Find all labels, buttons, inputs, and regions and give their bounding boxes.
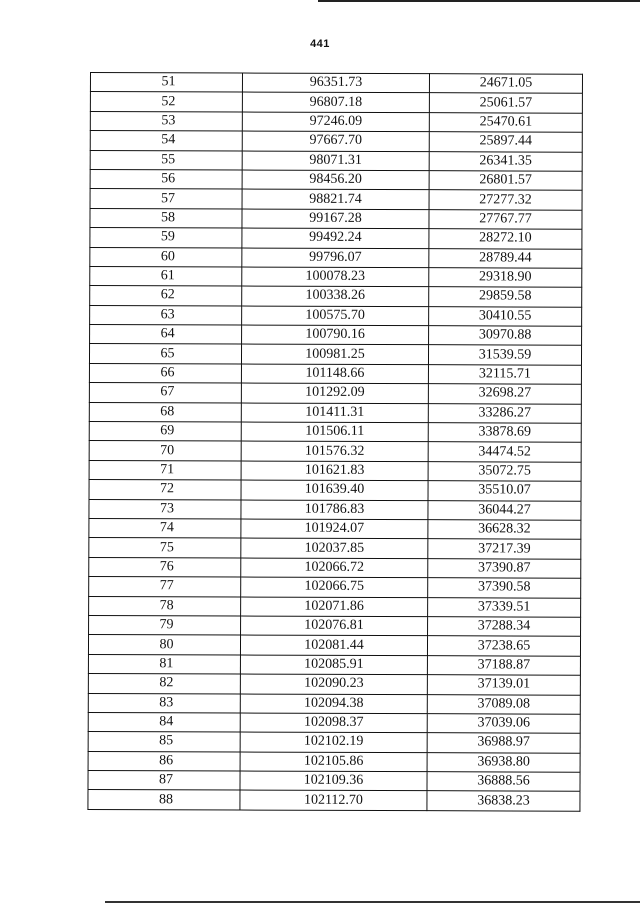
table-row bbox=[89, 577, 581, 598]
value-a-cell: 102037.85 bbox=[241, 538, 428, 558]
value-b-cell: 37089.08 bbox=[427, 694, 580, 714]
value-b-cell: 37039.06 bbox=[427, 714, 580, 734]
value-a-cell: 102071.86 bbox=[241, 597, 428, 617]
row-index-cell: 65 bbox=[89, 344, 241, 364]
row-index-cell: 60 bbox=[90, 247, 242, 267]
value-b-cell: 27767.77 bbox=[429, 209, 582, 229]
value-b-cell: 30970.88 bbox=[429, 326, 582, 346]
value-a-cell: 99796.07 bbox=[242, 248, 429, 268]
value-b-cell: 32115.71 bbox=[428, 365, 581, 385]
value-a-cell: 98821.74 bbox=[242, 189, 429, 209]
value-a-cell: 100575.70 bbox=[242, 306, 429, 326]
table-row bbox=[89, 363, 581, 384]
row-index-cell: 73 bbox=[89, 499, 241, 519]
table-row bbox=[89, 596, 581, 617]
table-row bbox=[88, 771, 580, 792]
table-row bbox=[89, 344, 581, 365]
value-a-cell: 102076.81 bbox=[241, 616, 428, 636]
row-index-cell: 53 bbox=[90, 111, 242, 131]
row-index-cell: 67 bbox=[89, 383, 241, 403]
table-row bbox=[88, 712, 580, 733]
value-a-cell: 98456.20 bbox=[242, 170, 429, 190]
row-index-cell: 59 bbox=[90, 228, 242, 248]
value-b-cell: 35510.07 bbox=[428, 481, 581, 501]
value-b-cell: 28272.10 bbox=[429, 229, 582, 249]
table-row bbox=[89, 422, 581, 443]
value-a-cell: 101292.09 bbox=[241, 383, 428, 403]
row-index-cell: 62 bbox=[90, 286, 242, 306]
row-index-cell: 87 bbox=[88, 771, 240, 791]
row-index-cell: 88 bbox=[88, 790, 240, 810]
value-a-cell: 97667.70 bbox=[242, 131, 429, 151]
row-index-cell: 64 bbox=[90, 325, 242, 345]
row-index-cell: 83 bbox=[88, 693, 240, 713]
value-a-cell: 97246.09 bbox=[242, 112, 429, 132]
row-index-cell: 52 bbox=[90, 92, 242, 112]
row-index-cell: 76 bbox=[89, 557, 241, 577]
value-a-cell: 102066.72 bbox=[241, 558, 428, 578]
table-row bbox=[88, 654, 580, 675]
value-a-cell: 102094.38 bbox=[240, 694, 427, 714]
table-row bbox=[88, 751, 580, 772]
row-index-cell: 86 bbox=[88, 751, 240, 771]
table-row bbox=[89, 480, 581, 501]
value-a-cell: 101411.31 bbox=[241, 403, 428, 423]
table-row bbox=[88, 693, 580, 714]
value-a-cell: 101924.07 bbox=[241, 519, 428, 539]
page-number: 441 bbox=[310, 38, 330, 50]
value-b-cell: 36838.23 bbox=[427, 791, 580, 811]
value-a-cell: 100790.16 bbox=[242, 325, 429, 345]
row-index-cell: 85 bbox=[88, 732, 240, 752]
row-index-cell: 55 bbox=[90, 150, 242, 170]
value-a-cell: 99492.24 bbox=[242, 228, 429, 248]
table-row bbox=[90, 111, 582, 132]
table-row bbox=[90, 131, 582, 152]
row-index-cell: 70 bbox=[89, 441, 241, 461]
table-row bbox=[89, 460, 581, 481]
value-a-cell: 102066.75 bbox=[241, 577, 428, 597]
row-index-cell: 75 bbox=[89, 538, 241, 558]
value-a-cell: 101639.40 bbox=[241, 480, 428, 500]
table-row bbox=[90, 325, 582, 346]
value-b-cell: 37288.34 bbox=[428, 617, 581, 637]
value-b-cell: 25897.44 bbox=[429, 132, 582, 152]
row-index-cell: 80 bbox=[88, 635, 240, 655]
value-a-cell: 100981.25 bbox=[241, 344, 428, 364]
row-index-cell: 63 bbox=[90, 305, 242, 325]
value-b-cell: 37139.01 bbox=[427, 675, 580, 695]
value-b-cell: 36888.56 bbox=[427, 772, 580, 792]
table-row bbox=[88, 732, 580, 753]
row-index-cell: 58 bbox=[90, 208, 242, 228]
value-b-cell: 28789.44 bbox=[429, 248, 582, 268]
row-index-cell: 82 bbox=[88, 674, 240, 694]
table-row bbox=[90, 73, 582, 94]
row-index-cell: 78 bbox=[89, 596, 241, 616]
table-row bbox=[89, 441, 581, 462]
table-row bbox=[88, 635, 580, 656]
row-index-cell: 72 bbox=[89, 480, 241, 500]
table-row bbox=[88, 674, 580, 695]
table-row bbox=[89, 402, 581, 423]
row-index-cell: 51 bbox=[90, 73, 242, 93]
table-row bbox=[90, 189, 582, 210]
row-index-cell: 69 bbox=[89, 422, 241, 442]
table-row bbox=[90, 92, 582, 113]
row-index-cell: 79 bbox=[89, 615, 241, 635]
row-index-cell: 74 bbox=[89, 518, 241, 538]
value-b-cell: 25061.57 bbox=[429, 93, 582, 113]
value-b-cell: 37390.87 bbox=[428, 558, 581, 578]
value-b-cell: 29859.58 bbox=[429, 287, 582, 307]
table-row bbox=[90, 247, 582, 268]
value-a-cell: 101148.66 bbox=[241, 364, 428, 384]
row-index-cell: 84 bbox=[88, 712, 240, 732]
value-b-cell: 37339.51 bbox=[428, 597, 581, 617]
value-b-cell: 37238.65 bbox=[427, 636, 580, 656]
scan-border-top bbox=[318, 0, 640, 2]
value-b-cell: 37188.87 bbox=[427, 655, 580, 675]
value-b-cell: 30410.55 bbox=[429, 306, 582, 326]
row-index-cell: 54 bbox=[90, 131, 242, 151]
value-b-cell: 37390.58 bbox=[428, 578, 581, 598]
value-a-cell: 102109.36 bbox=[240, 771, 427, 791]
table-row bbox=[89, 383, 581, 404]
row-index-cell: 77 bbox=[89, 577, 241, 597]
table-row bbox=[90, 150, 582, 171]
table-row bbox=[90, 286, 582, 307]
value-a-cell: 96351.73 bbox=[242, 73, 429, 93]
value-a-cell: 101786.83 bbox=[241, 500, 428, 520]
value-b-cell: 36938.80 bbox=[427, 752, 580, 772]
scan-border-bottom bbox=[105, 901, 640, 903]
row-index-cell: 61 bbox=[90, 266, 242, 286]
value-a-cell: 102090.23 bbox=[240, 674, 427, 694]
value-b-cell: 31539.59 bbox=[428, 345, 581, 365]
value-b-cell: 26341.35 bbox=[429, 151, 582, 171]
value-b-cell: 36044.27 bbox=[428, 500, 581, 520]
value-b-cell: 34474.52 bbox=[428, 442, 581, 462]
row-index-cell: 71 bbox=[89, 460, 241, 480]
table-body bbox=[88, 73, 583, 812]
value-a-cell: 102081.44 bbox=[240, 635, 427, 655]
row-index-cell: 56 bbox=[90, 169, 242, 189]
value-a-cell: 102098.37 bbox=[240, 713, 427, 733]
value-a-cell: 98071.31 bbox=[242, 151, 429, 171]
table-row bbox=[90, 228, 582, 249]
row-index-cell: 81 bbox=[88, 654, 240, 674]
value-b-cell: 36628.32 bbox=[428, 520, 581, 540]
row-index-cell: 66 bbox=[89, 363, 241, 383]
value-a-cell: 100338.26 bbox=[242, 286, 429, 306]
table-row bbox=[89, 538, 581, 559]
value-b-cell: 33286.27 bbox=[428, 403, 581, 423]
table-row bbox=[90, 169, 582, 190]
value-b-cell: 35072.75 bbox=[428, 461, 581, 481]
data-table bbox=[87, 72, 583, 812]
table-row bbox=[90, 266, 582, 287]
value-a-cell: 101506.11 bbox=[241, 422, 428, 442]
value-a-cell: 102102.19 bbox=[240, 732, 427, 752]
value-a-cell: 96807.18 bbox=[242, 92, 429, 112]
value-b-cell: 36988.97 bbox=[427, 733, 580, 753]
value-b-cell: 29318.90 bbox=[429, 268, 582, 288]
table-row bbox=[90, 208, 582, 229]
value-a-cell: 102112.70 bbox=[240, 790, 427, 810]
value-b-cell: 32698.27 bbox=[428, 384, 581, 404]
table-row bbox=[89, 499, 581, 520]
table-row bbox=[89, 518, 581, 539]
value-b-cell: 27277.32 bbox=[429, 190, 582, 210]
table-row bbox=[89, 615, 581, 636]
value-b-cell: 26801.57 bbox=[429, 171, 582, 191]
row-index-cell: 57 bbox=[90, 189, 242, 209]
table-row bbox=[90, 305, 582, 326]
value-a-cell: 101621.83 bbox=[241, 461, 428, 481]
value-b-cell: 24671.05 bbox=[429, 74, 582, 94]
row-index-cell: 68 bbox=[89, 402, 241, 422]
value-b-cell: 37217.39 bbox=[428, 539, 581, 559]
value-a-cell: 102085.91 bbox=[240, 655, 427, 675]
value-a-cell: 101576.32 bbox=[241, 441, 428, 461]
value-a-cell: 99167.28 bbox=[242, 209, 429, 229]
table-row bbox=[89, 557, 581, 578]
value-b-cell: 33878.69 bbox=[428, 423, 581, 443]
value-a-cell: 100078.23 bbox=[242, 267, 429, 287]
table-row bbox=[88, 790, 580, 811]
value-b-cell: 25470.61 bbox=[429, 112, 582, 132]
value-a-cell: 102105.86 bbox=[240, 752, 427, 772]
